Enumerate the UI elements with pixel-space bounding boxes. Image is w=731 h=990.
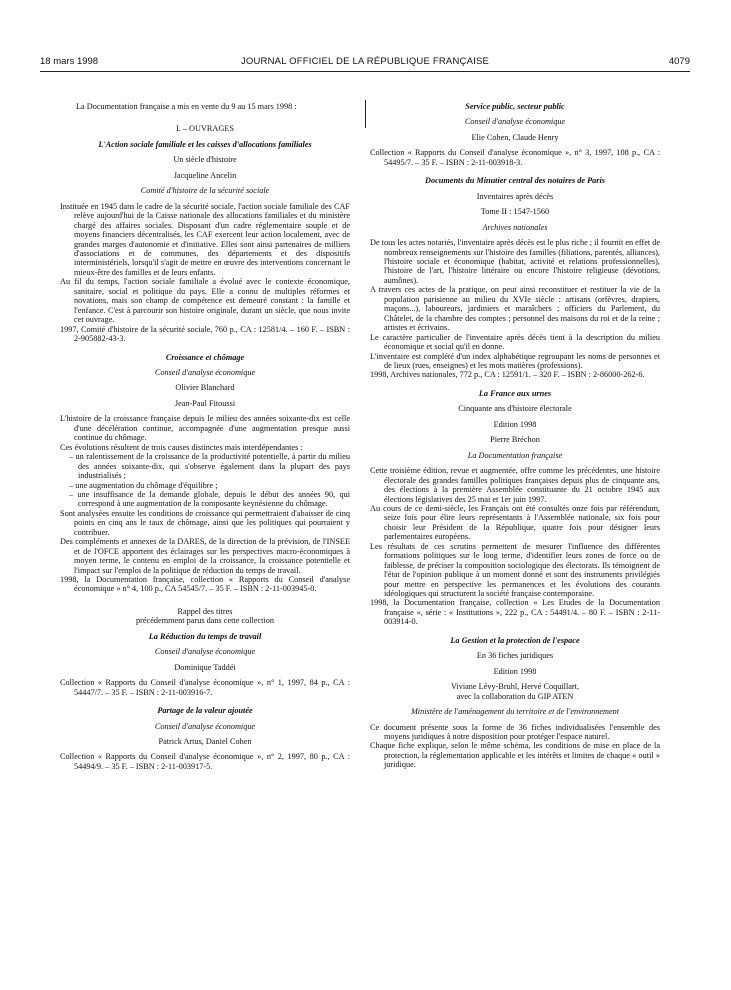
book-org: Archives nationales [482, 222, 548, 232]
book-paragraph: Ces évolutions résultent de trois causes distinctes mais interdépendantes : [60, 442, 303, 452]
book-paragraph: Chaque fiche explique, selon le même schéma, les conditions de mise en place de la protection, la réglementation applicable et les intérêts et limites de chaque « outil » juridique. [370, 741, 660, 770]
list-item: – une insuffisance de la demande globale, depuis le début des années 90, qui correspond à une augmentation de la composante keynésienne du chômage. [69, 489, 350, 509]
book-reference: 1998, la Documentation française, collection « Les Etudes de la Documentation française », série : « Institutions », 222 p., CA : 54491/4. – 80 F. – ISBN : 2-11-003914-0. [370, 598, 660, 627]
book-subtitle: Un siècle d'histoire [173, 155, 237, 165]
book-title: Service public, secteur public [465, 102, 565, 111]
list-item: – une augmentation du chômage d'équilibre ; [69, 480, 218, 490]
header-date: 18 mars 1998 [40, 56, 99, 67]
book-org: Ministère de l'aménagement du territoire et de l'environnement [410, 707, 620, 717]
book-title: Croissance et chômage [165, 352, 245, 362]
book-paragraph: L'inventaire est complété d'un index alphabétique regroupant les noms de personnes et de lieux (rues, enseignes) et les mots matières (professions). [370, 351, 660, 370]
book-reference: Collection « Rapports du Conseil d'analyse économique », n° 3, 1997, 108 p., CA : 54495/7. – 35 F. – ISBN : 2-11-003918-3. [370, 148, 660, 167]
reminder-heading: Rappel des titres [177, 606, 233, 616]
header-journal-title: JOURNAL OFFICIEL DE LA RÉPUBLIQUE FRANÇAISE [240, 56, 490, 67]
header-rule [40, 71, 690, 72]
intro-text: La Documentation française a mis en vente du 9 au 15 mars 1998 : [76, 102, 297, 111]
book-reference: 1998, Archives nationales, 772 p., CA : 12591/1. – 320 F. – ISBN : 2-86000-262-6. [370, 370, 645, 380]
book-org: Comité d'histoire de la sécurité sociale [140, 186, 270, 196]
book-title: L'Action sociale familiale et les caisses d'allocations familiales [98, 139, 312, 149]
book-author: Elie Cohen, Claude Henry [471, 132, 559, 142]
book-paragraph: Instituée en 1945 dans le cadre de la sécurité sociale, l'action sociale familiale des CAF relève aujourd'hui de la Caisse nationale des allocations familiales et du ministère chargé des affaires sociales. Disposant d'un cadre réglementaire souple et de moyens financiers décentralisés, les CAF exercent leur action localement, avec de grandes marges d'autonomie et d'initiative. Elles sont ainsi partenaires de milliers d'associations et de communes, des départements et des dispositifs interministériels, lorsqu'il s'agit de mettre en œuvre des interventions concernant le mieux-être des familles et de leurs enfants. [60, 201, 350, 277]
book-title: Documents du Minutier central des notaires de Paris [425, 176, 605, 186]
book-subtitle: Cinquante ans d'histoire électorale [458, 404, 572, 414]
book-org: Conseil d'analyse économique [154, 367, 256, 377]
book-paragraph: Ce document présente sous la forme de 36 fiches individualisées l'ensemble des moyens juridiques à notre disposition pour protéger l'espace naturel. [370, 722, 660, 742]
book-author: Jean-Paul Fitoussi [174, 398, 236, 408]
book-paragraph: Le caractère particulier de l'inventaire après décès tient à la description du milieu économique et social qu'il en donne. [370, 332, 660, 352]
book-title: La Réduction du temps de travail [148, 631, 262, 641]
book-reference: Collection « Rapports du Conseil d'analyse économique », n° 2, 1997, 80 p., CA : 54494/9. – 35 F. – ISBN : 2-11-003917-5. [60, 752, 350, 771]
book-paragraph: Les résultats de ces scrutins permettent de mesurer l'influence des différentes formations politiques sur le long terme, d'identifier leurs zones de force ou de faiblesse, de préciser la composition sociologique des électorats. Ils témoignent de l'état de l'opinion publique à un moment donné et sont des instruments privilégiés pour mettre en perspective les permanences et les évolutions des courants idéologiques qui structurent la société française contemporaine. [370, 541, 660, 599]
book-title: La France aux urnes [478, 388, 552, 398]
list-item: – un ralentissement de la croissance de la productivité potentielle, à partir du milieu des années soixante-dix, qui s'observe également dans la plupart des pays industrialisés ; [69, 452, 350, 481]
book-author: Pierre Bréchon [490, 435, 540, 445]
book-paragraph: A travers ces actes de la pratique, on peut ainsi reconstituer et restituer la vie de la population parisienne au milieu du XVIe siècle : artisans (orfèvres, drapiers, maçons...), laboureurs, jardiniers et maraîchers ; officiers du Parlement, du Châtelet, de la chambre des comptes ; personnel des maisons du roi et de la reine ; artistes et écrivains. [370, 285, 660, 333]
column-divider [365, 100, 366, 128]
right-column [370, 102, 660, 770]
book-author: avec la collaboration du GIP ATEN [456, 691, 574, 701]
book-paragraph: Au cours de ce demi-siècle, les Français ont été consultés onze fois par référendum, seize fois pour élire leurs représentants à l'Assemblée nationale, six fois pour choisir leur Président de la République, quatre fois pour désigner leurs parlementaires européens. [370, 503, 660, 542]
book-title: La Gestion et la protection de l'espace [450, 635, 580, 645]
book-reference: 1997, Comité d'histoire de la sécurité sociale, 760 p., CA : 12581/4. – 160 F. – ISBN : 2-905882-43-3. [60, 324, 350, 344]
book-author: Olivier Blanchard [175, 383, 235, 393]
book-paragraph: Cette troisième édition, revue et augmentée, offre comme les précédentes, une histoire électorale des grandes familles politiques françaises depuis plus de cinquante ans, des élections à la première Assemblée constituante du 21 octobre 1945 aux élections législatives des 25 mai et 1er juin 1997. [370, 466, 660, 504]
book-paragraph: Au fil du temps, l'action sociale familiale a évolué avec le contexte économique, sanitaire, social et politique du pays. Elle a connu de multiples réformes et novations, mais son champ de compétence est demeuré constant : la famille et l'enfance. C'est à parcourir son histoire originale, durant un siècle, que nous invite cet ouvrage. [60, 277, 350, 325]
book-subtitle: En 36 fiches juridiques [476, 651, 554, 661]
book-author: Patrick Artus, Daniel Cohen [158, 737, 252, 747]
header-page-number: 4079 [668, 56, 690, 67]
book-subtitle: Inventaires après décès [476, 191, 554, 201]
book-reference: 1998, la Documentation française, collection « Rapports du Conseil d'analyse économique » n° 4, 100 p., CA 54545/7. – 35 F. – ISBN : 2-11-003945-0. [60, 575, 350, 594]
book-org: Conseil d'analyse économique [154, 647, 256, 657]
reminder-heading: précédemment parus dans cette collection [136, 616, 274, 626]
page-header [40, 56, 690, 70]
book-paragraph: Sont analysées ensuite les conditions de croissance qui permettraient d'abaisser de cinq points en cinq ans le taux de chômage, ainsi que les politiques qui pourraient y contribuer. [60, 508, 350, 537]
book-paragraph: De tous les actes notariés, l'inventaire après décès est le plus riche ; il fournit en effet de nombreux renseignements sur l'histoire des familles (filiations, parentés, alliances), l'histoire sociale et économique (habitat, activité et relations professionnelles), l'histoire de l'art, l'histoire littéraire ou encore l'histoire religieuse (dévotions, aumônes). [370, 238, 660, 285]
book-paragraph: L'histoire de la croissance française depuis le milieu des années soixante-dix est celle d'une décélération continue, accompagnée d'une augmentation presque aussi continue du chômage. [60, 414, 350, 443]
book-edition: Edition 1998 [493, 666, 537, 676]
book-paragraph: Des compléments et annexes de la DARES, de la direction de la prévision, de l'INSEE et de l'OFCE apportent des éclairages sur les perspectives macro-économiques à moyen terme, le contenu en emploi de la croissance, la croissance potentielle et l'impact sur l'emploi de la politique de réduction du temps de travail. [60, 537, 350, 575]
book-author: Dominique Taddéi [174, 662, 236, 672]
book-title: Partage de la valeur ajoutée [157, 706, 253, 716]
book-org: Conseil d'analyse économique [154, 721, 256, 731]
book-edition: Edition 1998 [493, 419, 537, 429]
book-author: Jacqueline Ancelin [173, 170, 237, 180]
book-author: Viviane Lévy-Bruhl, Hervé Coquillart, [450, 682, 580, 692]
book-reference: Collection « Rapports du Conseil d'analyse économique », n° 1, 1997, 84 p., CA : 54447/7. – 35 F. – ISBN : 2-11-003916-7. [60, 678, 350, 697]
book-volume: Tome II : 1547-1560 [480, 207, 550, 217]
section-title: I. – OUVRAGES [176, 124, 234, 134]
book-org: Conseil d'analyse économique [464, 117, 566, 127]
book-org: La Documentation française [467, 450, 563, 460]
left-column [60, 102, 350, 771]
